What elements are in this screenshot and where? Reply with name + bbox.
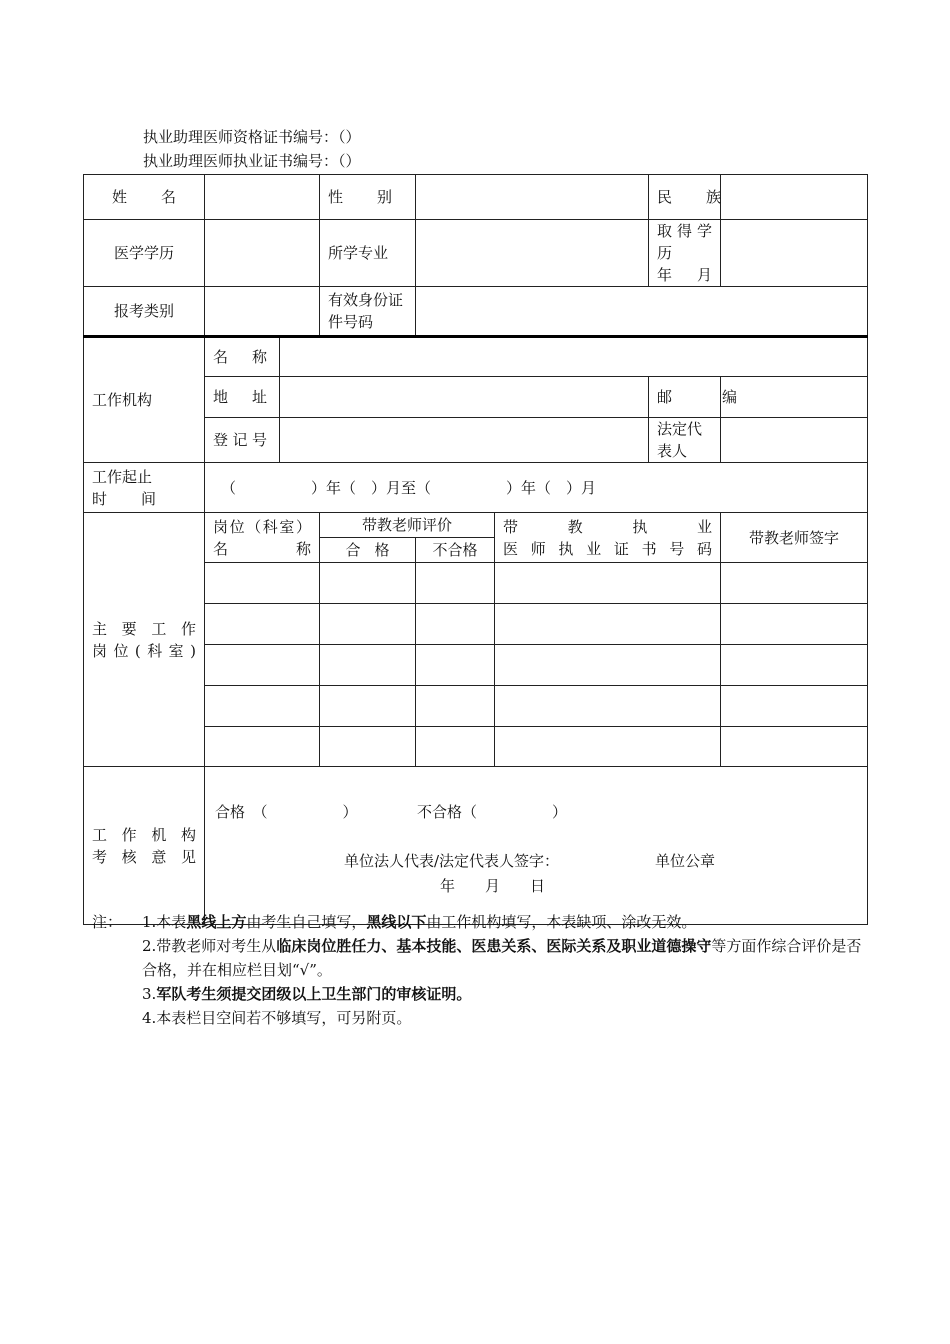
post-fail-cell[interactable]	[416, 727, 495, 767]
post-pass-cell[interactable]	[320, 604, 416, 645]
practice-cert-number: 执业助理医师执业证书编号：（）	[143, 152, 361, 170]
postcode-label: 邮编	[657, 388, 738, 406]
post-cert-cell[interactable]	[495, 563, 721, 604]
postcode-field[interactable]	[721, 377, 868, 418]
post-sign-cell[interactable]	[721, 604, 868, 645]
degree-date-label-line2: 年月	[657, 266, 713, 284]
post-name-header-line1: 岗位（科室）	[213, 517, 311, 536]
degree-date-label-cell	[649, 220, 721, 287]
teacher-eval-header: 带教老师评价	[320, 513, 495, 538]
post-cert-cell[interactable]	[495, 645, 721, 686]
row-basic-2	[84, 220, 868, 287]
note-1-text-c: 由工作机构填写，本表缺项、涂改无效。	[426, 913, 697, 931]
org-address-field[interactable]	[280, 377, 649, 418]
post-cert-cell[interactable]	[495, 604, 721, 645]
reg-no-label: 登记号	[213, 431, 267, 449]
legal-rep-field[interactable]	[721, 418, 868, 463]
reg-no-label-cell	[205, 418, 280, 463]
org-review-label-cell	[84, 767, 205, 925]
main-post-label-cell	[84, 513, 205, 767]
fail-header: 不合格	[416, 538, 495, 563]
post-pass-cell[interactable]	[320, 727, 416, 767]
work-period-field[interactable]: （ ）年（ ）月至（ ）年（ ）月	[205, 463, 868, 513]
post-fail-cell[interactable]	[416, 604, 495, 645]
post-name-cell[interactable]	[205, 563, 320, 604]
note-1-bold-a: 黑线上方	[186, 913, 247, 931]
legal-rep-label: 法定代表人	[649, 418, 721, 463]
row-work-period	[84, 463, 868, 513]
post-fail-cell[interactable]	[416, 645, 495, 686]
id-label: 有效身份证件号码	[328, 291, 404, 331]
org-name-label-cell	[205, 337, 280, 377]
application-form-table	[83, 174, 868, 925]
ethnicity-label-cell	[649, 175, 721, 220]
postcode-label-cell	[649, 377, 738, 418]
post-name-cell[interactable]	[205, 604, 320, 645]
org-label: 工作机构	[84, 337, 205, 463]
teacher-cert-header-line1: 带教执业	[503, 517, 713, 536]
id-label-cell	[320, 287, 416, 337]
post-name-header	[205, 513, 320, 563]
review-fail-option[interactable]: 不合格（ ）	[417, 803, 568, 821]
org-address-label: 地址	[213, 388, 267, 406]
note-3-bold: 军队考生须提交团级以上卫生部门的审核证明。	[156, 985, 472, 1003]
id-field[interactable]	[416, 287, 868, 337]
work-period-label-cell	[84, 463, 205, 513]
post-name-cell[interactable]	[205, 645, 320, 686]
reg-no-field[interactable]	[280, 418, 649, 463]
exam-category-field[interactable]	[205, 287, 320, 337]
work-period-label-line2: 时间	[92, 489, 156, 508]
teacher-sign-header: 带教老师签字	[721, 513, 868, 563]
row-org-name	[84, 337, 868, 377]
note-2	[142, 934, 867, 982]
post-cert-cell[interactable]	[495, 686, 721, 727]
note-1-bold-b: 黑线以下	[366, 913, 427, 931]
row-basic-3	[84, 287, 868, 337]
pass-header-cell	[320, 538, 416, 563]
major-field[interactable]	[416, 220, 649, 287]
notes-label: 注：	[92, 913, 123, 931]
post-sign-cell[interactable]	[721, 686, 868, 727]
org-review-field[interactable]	[205, 767, 868, 925]
post-fail-cell[interactable]	[416, 563, 495, 604]
ethnicity-label: 民族	[657, 188, 722, 206]
main-post-label-line2: 岗位(科室)	[92, 641, 196, 660]
education-field[interactable]	[205, 220, 320, 287]
review-date-label: 年 月 日	[440, 877, 546, 895]
post-name-cell[interactable]	[205, 727, 320, 767]
note-3	[142, 982, 867, 1006]
name-label-cell	[84, 175, 205, 220]
review-signature-label: 单位法人代表/法定代表人签字：	[344, 852, 560, 870]
main-post-label-line1: 主要工作	[92, 619, 196, 638]
name-label: 姓名	[112, 188, 176, 206]
org-name-label: 名称	[213, 348, 267, 366]
row-basic-1	[84, 175, 868, 220]
note-1-text-a: 1.本表	[142, 913, 187, 931]
major-label: 所学专业	[320, 220, 416, 287]
note-1-text-b: 由考生自己填写，	[246, 913, 367, 931]
post-sign-cell[interactable]	[721, 563, 868, 604]
row-org-review	[84, 767, 868, 925]
note-2-text-b: 等方面作综合评价是否合格，并在相应栏目划“√”。	[142, 937, 862, 979]
note-3-number: 3.	[142, 985, 157, 1003]
post-pass-cell[interactable]	[320, 563, 416, 604]
row-posts-header-1	[84, 513, 868, 538]
post-fail-cell[interactable]	[416, 686, 495, 727]
review-seal-label: 单位公章	[655, 852, 716, 870]
post-cert-cell[interactable]	[495, 727, 721, 767]
name-field[interactable]	[205, 175, 320, 220]
org-address-label-cell	[205, 377, 280, 418]
gender-label-cell	[320, 175, 416, 220]
gender-field[interactable]	[416, 175, 649, 220]
review-pass-option[interactable]: 合格 （ ）	[215, 803, 358, 821]
gender-label: 性别	[328, 188, 392, 206]
degree-date-field[interactable]	[721, 220, 868, 287]
post-sign-cell[interactable]	[721, 727, 868, 767]
teacher-cert-header-line2: 医师执业证书号码	[503, 539, 713, 558]
qualification-cert-number: 执业助理医师资格证书编号：（）	[143, 128, 361, 146]
note-4: 4.本表栏目空间若不够填写，可另附页。	[142, 1009, 412, 1027]
pass-header: 合格	[345, 541, 390, 559]
work-period-label-line1: 工作起止	[92, 467, 153, 486]
post-name-cell[interactable]	[205, 686, 320, 727]
org-review-label-line1: 工作机构	[92, 825, 196, 844]
post-pass-cell[interactable]	[320, 645, 416, 686]
note-2-text-a: 2.带教老师对考生从	[142, 937, 277, 955]
exam-category-label: 报考类别	[84, 287, 205, 337]
post-sign-cell[interactable]	[721, 645, 868, 686]
ethnicity-field[interactable]	[721, 175, 868, 220]
degree-date-label-line1: 取得学历	[657, 222, 713, 262]
notes-section	[92, 910, 867, 1030]
education-label: 医学学历	[84, 220, 205, 287]
org-name-field[interactable]	[280, 337, 868, 377]
post-name-header-line2: 名称	[213, 539, 311, 558]
teacher-cert-header	[495, 513, 721, 563]
note-2-bold: 临床岗位胜任力、基本技能、医患关系、医际关系及职业道德操守	[276, 937, 712, 955]
post-pass-cell[interactable]	[320, 686, 416, 727]
note-1	[92, 910, 867, 934]
org-review-label-line2: 考核意见	[92, 847, 196, 866]
